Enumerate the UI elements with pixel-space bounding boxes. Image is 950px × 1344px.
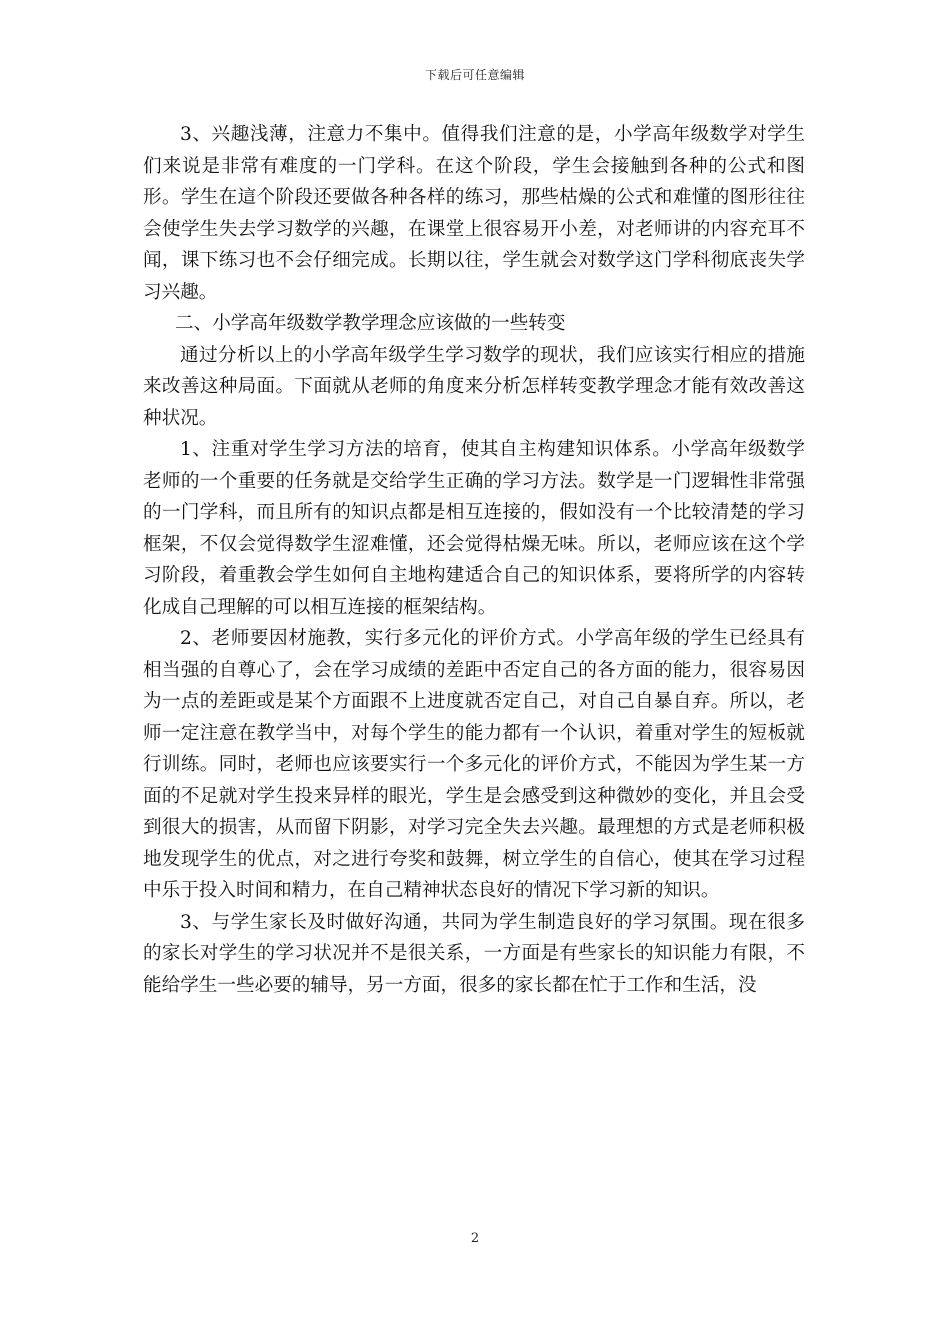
page-header-note: 下载后可任意编辑	[424, 68, 525, 82]
document-body	[143, 119, 805, 1001]
paragraph-analysis: 通过分析以上的小学高年级学生学习数学的现状，我们应该实行相应的措施来改善这种局面。下面就从老师的角度来分析怎样转变教学理念才能有效改善这种状况。	[143, 344, 805, 429]
paragraph-interest: 3、兴趣浅薄，注意力不集中。值得我们注意的是，小学高年级数学对学生们来说是非常有难度的一门学科。在这个阶段，学生会接触到各种的公式和图形。学生在這个阶段还要做各种各样的练习，那些枯燥的公式和难懂的图形往往会使学生失去学习数学的兴趣，在课堂上很容易开小差，对老师讲的内容充耳不闻，课下练习也不会仔细完成。长期以往，学生就会对数学这门学科彻底丧失学习兴趣。	[143, 124, 805, 303]
paragraph-parent-communication: 3、与学生家长及时做好沟通，共同为学生制造良好的学习氛围。现在很多的家长对学生的学习状况并不是很关系，一方面是有些家长的知识能力有限，不能给学生一些必要的辅导，另一方面，很多的家长都在忙于工作和生活，没	[143, 911, 805, 996]
paragraph-teach-by-aptitude: 2、老师要因材施教，实行多元化的评价方式。小学高年级的学生已经具有相当强的自尊心了，会在学习成绩的差距中否定自己的各方面的能力，很容易因为一点的差距或是某个方面跟不上进度就否定自己，对自己自暴自弃。所以，老师一定注意在教学当中，对每个学生的能力都有一个认识，着重对学生的短板就行训练。同时，老师也应该要实行一个多元化的评价方式，不能因为学生某一方面的不足就对学生投来异样的眼光，学生是会感受到这种微妙的变化，并且会受到很大的损害，从而留下阴影，对学习完全失去兴趣。最理想的方式是老师积极地发现学生的优点，对之进行夸奖和鼓舞，树立学生的自信心，使其在学习过程中乐于投入时间和精力，在自己精神状态良好的情况下学习新的知识。	[143, 628, 805, 901]
paragraph-learning-method: 1、注重对学生学习方法的培育，使其自主构建知识体系。小学高年级数学老师的一个重要的任务就是交给学生正确的学习方法。数学是一门逻辑性非常强的一门学科，而且所有的知识点都是相互连接的，假如没有一个比较清楚的学习框架，不仅会觉得数学生涩难懂，还会觉得枯燥无味。所以，老师应该在这个学习阶段，着重教会学生如何自主地构建适合自己的知识体系，要将所学的内容转化成自己理解的可以相互连接的框架结构。	[143, 439, 805, 618]
section-heading-teaching-concept: 二、小学高年级数学教学理念应该做的一些转变	[175, 313, 566, 334]
page-number: 2	[470, 1231, 480, 1246]
